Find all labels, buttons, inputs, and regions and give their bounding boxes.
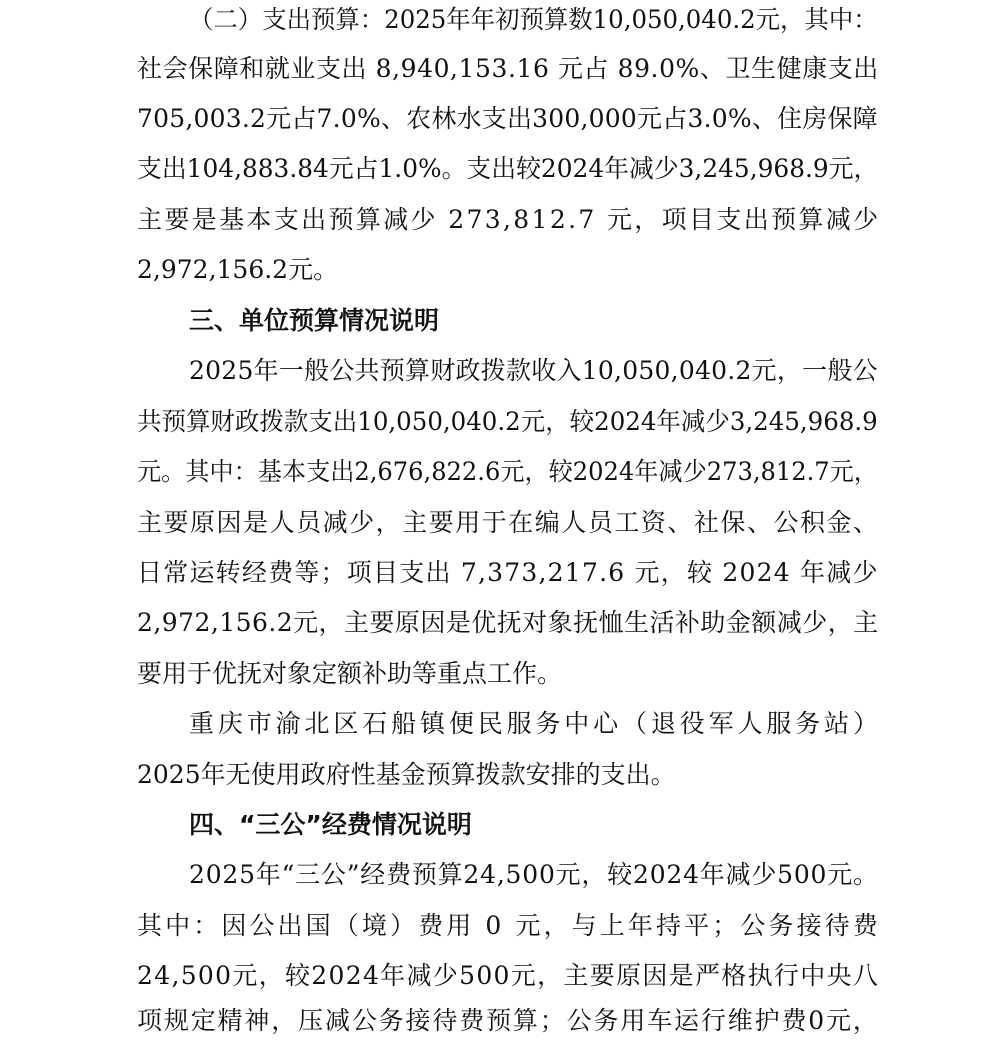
paragraph-line: 其中：因公出国（境）费用 0 元，与上年持平；公务接待费 [137,911,881,940]
paragraph-line: 共预算财政拨款支出10,050,040.2元，较2024年减少3,245,968.9 [137,407,878,436]
paragraph-line: 支出104,883.84元占1.0%。支出较2024年减少3,245,968.9元， [137,154,879,183]
paragraph-line: 要用于优抚对象定额补助等重点工作。 [137,659,563,688]
paragraph-line: 2,972,156.2元，主要原因是优抚对象抚恤生活补助金额减少，主 [137,608,879,637]
paragraph-line: 2,972,156.2元。 [137,255,339,284]
section-three-heading: 三、单位预算情况说明 [189,306,440,335]
paragraph-line: 主要是基本支出预算减少 273,812.7 元，项目支出预算减少 [137,205,881,234]
paragraph-line: 2025年“三公”经费预算24,500元，较2024年减少500元。 [189,860,879,889]
paragraph-line: 社会保障和就业支出 8,940,153.16 元占 89.0%、卫生健康支出 [137,54,879,83]
paragraph-line: 项规定精神，压减公务接待费预算；公务用车运行维护费0元， [137,1006,880,1035]
paragraph-line: 元。其中：基本支出2,676,822.6元，较2024年减少273,812.7元， [137,457,878,486]
paragraph-line: 重庆市渝北区石船镇便民服务中心（退役军人服务站） [189,709,882,738]
paragraph-line: 日常运转经费等；项目支出 7,373,217.6 元，较 2024 年减少 [137,558,879,587]
paragraph-line: 705,003.2元占7.0%、农林水支出300,000元占3.0%、住房保障 [137,104,878,133]
paragraph-line: 24,500元，较2024年减少500元，主要原因是严格执行中央八 [137,961,880,990]
paragraph-line: 主要原因是人员减少，主要用于在编人员工资、社保、公积金、 [137,508,880,537]
section-four-heading: 四、“三公”经费情况说明 [189,810,472,839]
paragraph-line: （二）支出预算：2025年年初预算数10,050,040.2元，其中： [189,5,878,34]
paragraph-line: 2025年一般公共预算财政拨款收入10,050,040.2元，一般公 [189,356,878,385]
paragraph-line: 2025年无使用政府性基金预算拨款安排的支出。 [137,760,676,789]
